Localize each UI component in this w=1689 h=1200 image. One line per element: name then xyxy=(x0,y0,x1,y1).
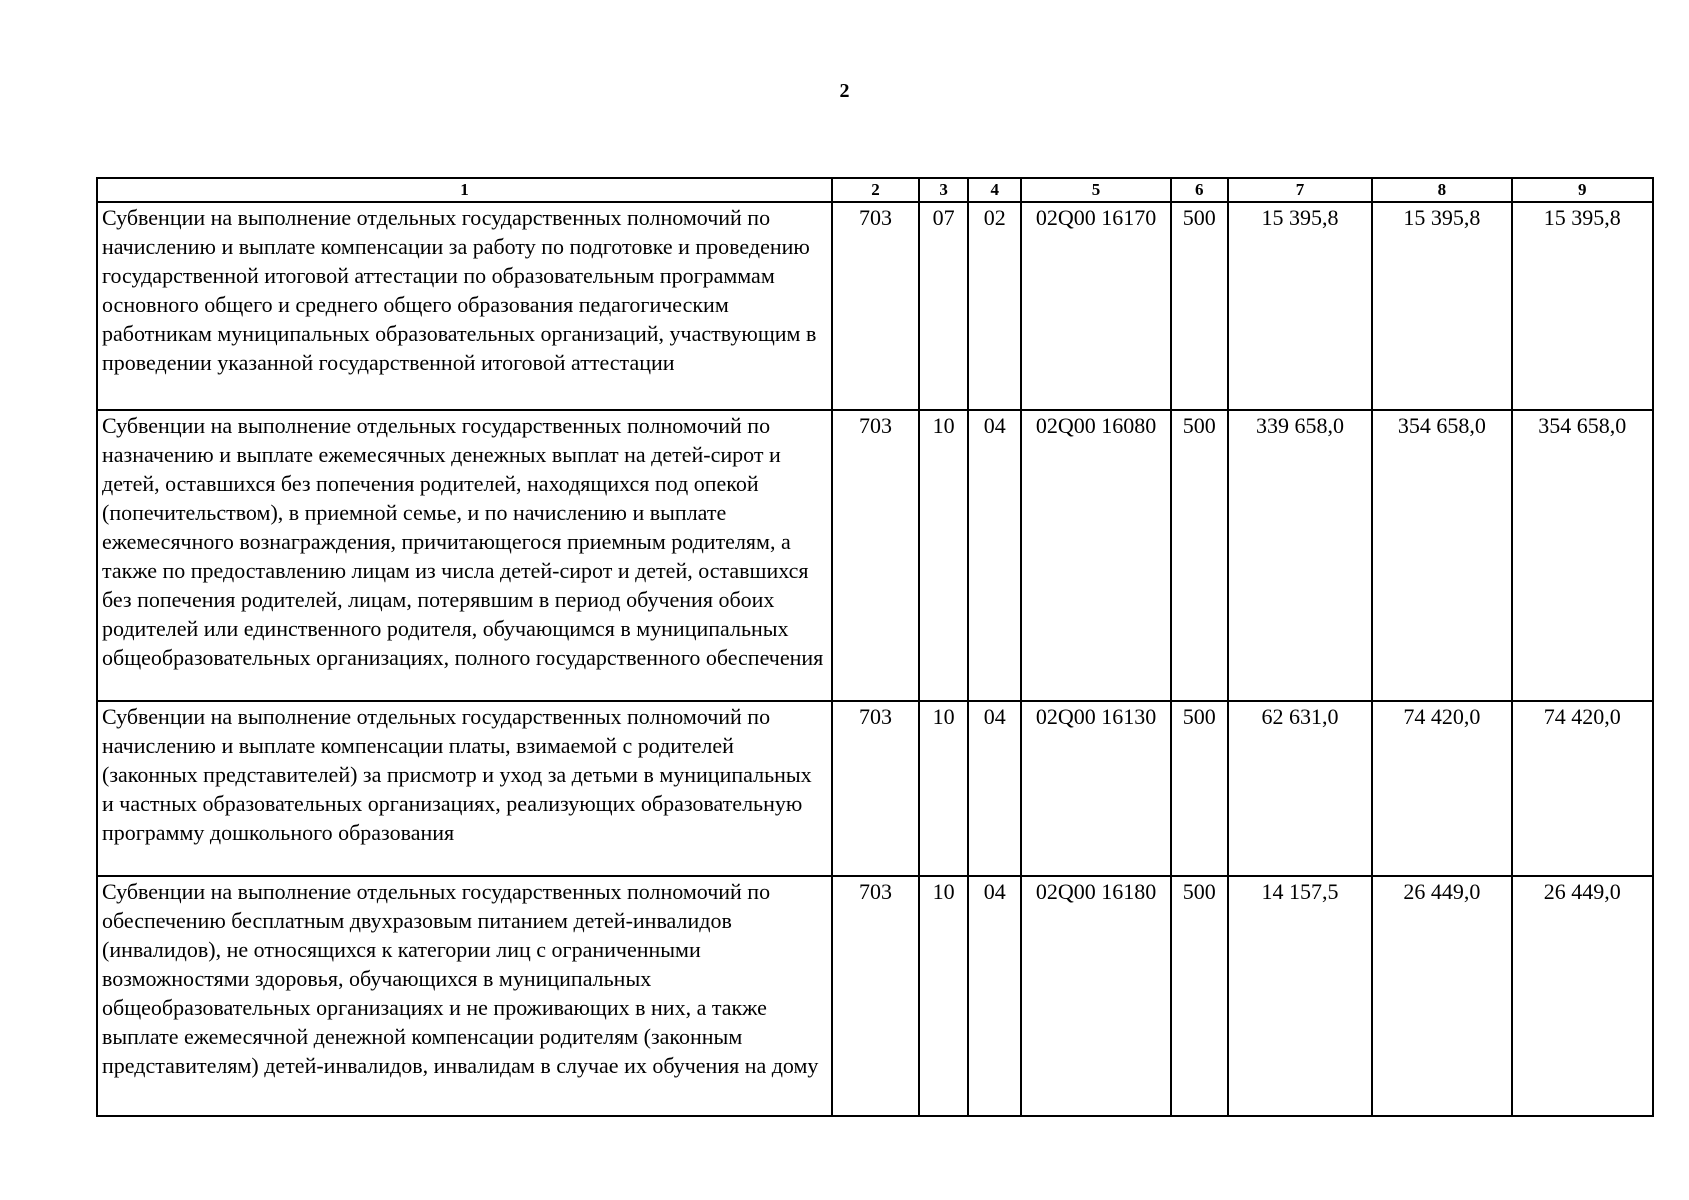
cell-col8: 26 449,0 xyxy=(1372,876,1511,1116)
cell-col6: 500 xyxy=(1171,876,1228,1116)
cell-col4: 04 xyxy=(968,410,1021,701)
cell-col9: 15 395,8 xyxy=(1512,202,1653,410)
header-cell: 9 xyxy=(1512,178,1653,202)
cell-col5: 02Q00 16170 xyxy=(1021,202,1170,410)
cell-col7: 339 658,0 xyxy=(1228,410,1372,701)
cell-col7: 15 395,8 xyxy=(1228,202,1372,410)
cell-col6: 500 xyxy=(1171,202,1228,410)
row-description: Субвенции на выполнение отдельных государственных полномочий по начислению и выплате компенсации за работу по подготовке и проведению государственной итоговой аттестации по образовательным программам основного общего и среднего общего образования педагогическим работникам муниципальных образовательных организаций, участвующим в проведении указанной государственной итоговой аттестации xyxy=(97,202,832,410)
header-cell: 2 xyxy=(832,178,919,202)
cell-col5: 02Q00 16130 xyxy=(1021,701,1170,876)
cell-col9: 354 658,0 xyxy=(1512,410,1653,701)
cell-col2: 703 xyxy=(832,876,919,1116)
cell-col7: 14 157,5 xyxy=(1228,876,1372,1116)
row-description: Субвенции на выполнение отдельных государственных полномочий по обеспечению бесплатным двухразовым питанием детей-инвалидов (инвалидов), не относящихся к категории лиц с ограниченными возможностями здоровья, обучающихся в муниципальных общеобразовательных организациях и не проживающих в них, а также выплате ежемесячной денежной компенсации родителям (законным представителям) детей-инвалидов, инвалидам в случае их обучения на дому xyxy=(97,876,832,1116)
cell-col3: 10 xyxy=(919,410,968,701)
cell-col4: 04 xyxy=(968,701,1021,876)
header-cell: 1 xyxy=(97,178,832,202)
header-cell: 7 xyxy=(1228,178,1372,202)
cell-col3: 10 xyxy=(919,876,968,1116)
cell-col8: 15 395,8 xyxy=(1372,202,1511,410)
header-cell: 8 xyxy=(1372,178,1511,202)
header-row xyxy=(97,178,1653,202)
cell-col5: 02Q00 16080 xyxy=(1021,410,1170,701)
cell-col9: 74 420,0 xyxy=(1512,701,1653,876)
header-cell: 4 xyxy=(968,178,1021,202)
table-row xyxy=(97,876,1653,1116)
table-row xyxy=(97,202,1653,410)
cell-col8: 74 420,0 xyxy=(1372,701,1511,876)
cell-col4: 04 xyxy=(968,876,1021,1116)
cell-col2: 703 xyxy=(832,701,919,876)
table-row xyxy=(97,701,1653,876)
header-cell: 6 xyxy=(1171,178,1228,202)
header-cell: 5 xyxy=(1021,178,1170,202)
table-row xyxy=(97,410,1653,701)
cell-col6: 500 xyxy=(1171,410,1228,701)
cell-col8: 354 658,0 xyxy=(1372,410,1511,701)
page-number: 2 xyxy=(839,80,850,102)
cell-col5: 02Q00 16180 xyxy=(1021,876,1170,1116)
cell-col2: 703 xyxy=(832,202,919,410)
cell-col2: 703 xyxy=(832,410,919,701)
budget-table xyxy=(96,177,1654,1117)
row-description: Субвенции на выполнение отдельных государственных полномочий по назначению и выплате ежемесячных денежных выплат на детей-сирот и детей, оставшихся без попечения родителей, находящихся под опекой (попечительством), в приемной семье, и по начислению и выплате ежемесячного вознаграждения, причитающегося приемным родителям, а также по предоставлению лицам из числа детей-сирот и детей, оставшихся без попечения родителей, лицам, потерявшим в период обучения обоих родителей или единственного родителя, обучающимся в муниципальных общеобразовательных организациях, полного государственного обеспечения xyxy=(97,410,832,701)
header-cell: 3 xyxy=(919,178,968,202)
cell-col6: 500 xyxy=(1171,701,1228,876)
row-description: Субвенции на выполнение отдельных государственных полномочий по начислению и выплате компенсации платы, взимаемой с родителей (законных представителей) за присмотр и уход за детьми в муниципальных и частных образовательных организациях, реализующих образовательную программу дошкольного образования xyxy=(97,701,832,876)
cell-col9: 26 449,0 xyxy=(1512,876,1653,1116)
cell-col3: 10 xyxy=(919,701,968,876)
cell-col4: 02 xyxy=(968,202,1021,410)
cell-col7: 62 631,0 xyxy=(1228,701,1372,876)
cell-col3: 07 xyxy=(919,202,968,410)
